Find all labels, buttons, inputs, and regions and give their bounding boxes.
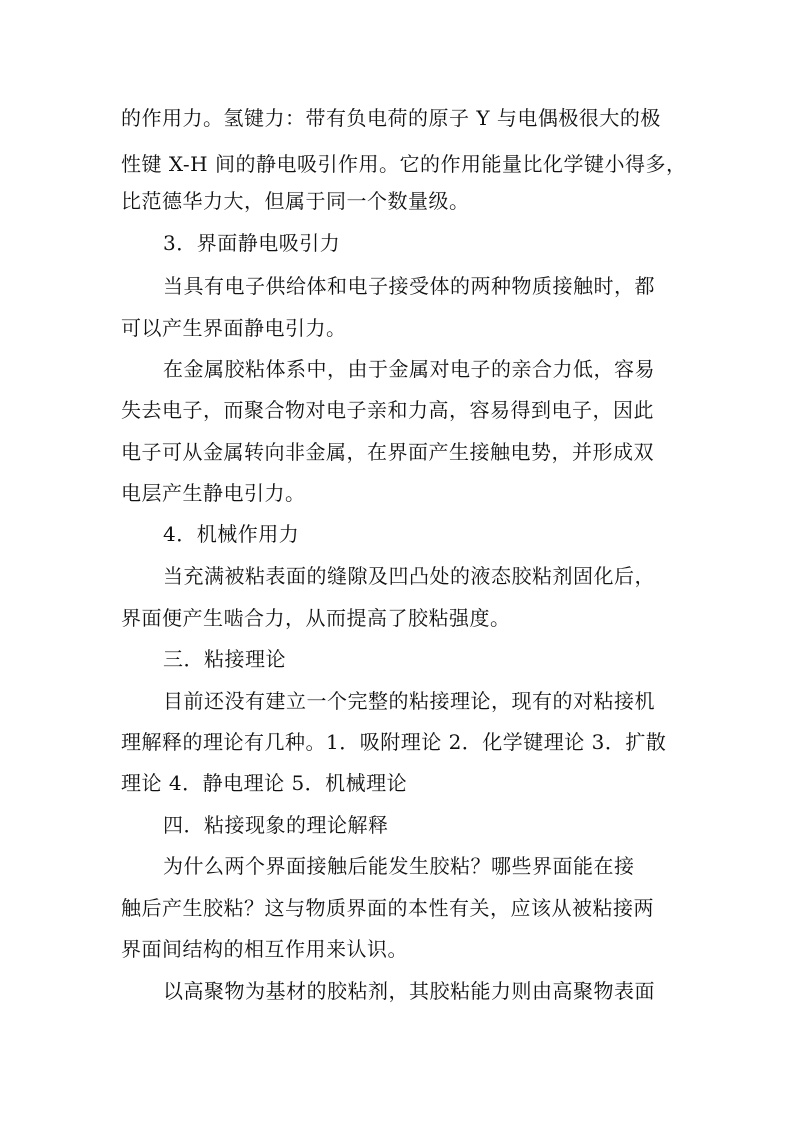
- text-line: 的作用力。氢键力：带有负电荷的原子 Y 与电偶极很大的极: [121, 106, 661, 130]
- text-line: 触后产生胶粘？这与物质界面的本性有关，应该从被粘接两: [121, 896, 654, 920]
- text-line: 在金属胶粘体系中，由于金属对电子的亲合力低，容易: [163, 357, 655, 381]
- text-line: 电层产生静电引力。: [121, 481, 306, 505]
- text-line: 为什么两个界面接触后能发生胶粘？哪些界面能在接: [163, 854, 635, 878]
- text-line: 可以产生界面静电引力。: [121, 316, 347, 340]
- text-line: 比范德华力大，但属于同一个数量级。: [121, 189, 470, 213]
- text-line: 性键 X-H 间的静电吸引作用。它的作用能量比化学键小得多，: [121, 152, 687, 176]
- text-line: 失去电子，而聚合物对电子亲和力高，容易得到电子，因此: [121, 398, 654, 422]
- text-line: 理解释的理论有几种。1．吸附理论 2．化学键理论 3．扩散: [121, 730, 667, 754]
- text-line: 目前还没有建立一个完整的粘接理论，现有的对粘接机: [163, 689, 655, 713]
- text-line: 理论 4．静电理论 5．机械理论: [121, 771, 408, 795]
- section-heading: 四．粘接现象的理论解释: [163, 813, 389, 837]
- text-line: 电子可从金属转向非金属，在界面产生接触电势，并形成双: [121, 440, 654, 464]
- section-heading: 4．机械作用力: [163, 522, 300, 546]
- section-heading: 三．粘接理论: [163, 647, 286, 671]
- text-line: 界面间结构的相互作用来认识。: [121, 937, 408, 961]
- text-line: 以高聚物为基材的胶粘剂，其胶粘能力则由高聚物表面: [163, 979, 655, 1003]
- text-line: 界面便产生啮合力，从而提高了胶粘强度。: [121, 606, 511, 630]
- text-line: 当充满被粘表面的缝隙及凹凸处的液态胶粘剂固化后，: [163, 564, 655, 588]
- section-heading: 3．界面静电吸引力: [163, 231, 341, 255]
- text-line: 当具有电子供给体和电子接受体的两种物质接触时，都: [163, 274, 655, 298]
